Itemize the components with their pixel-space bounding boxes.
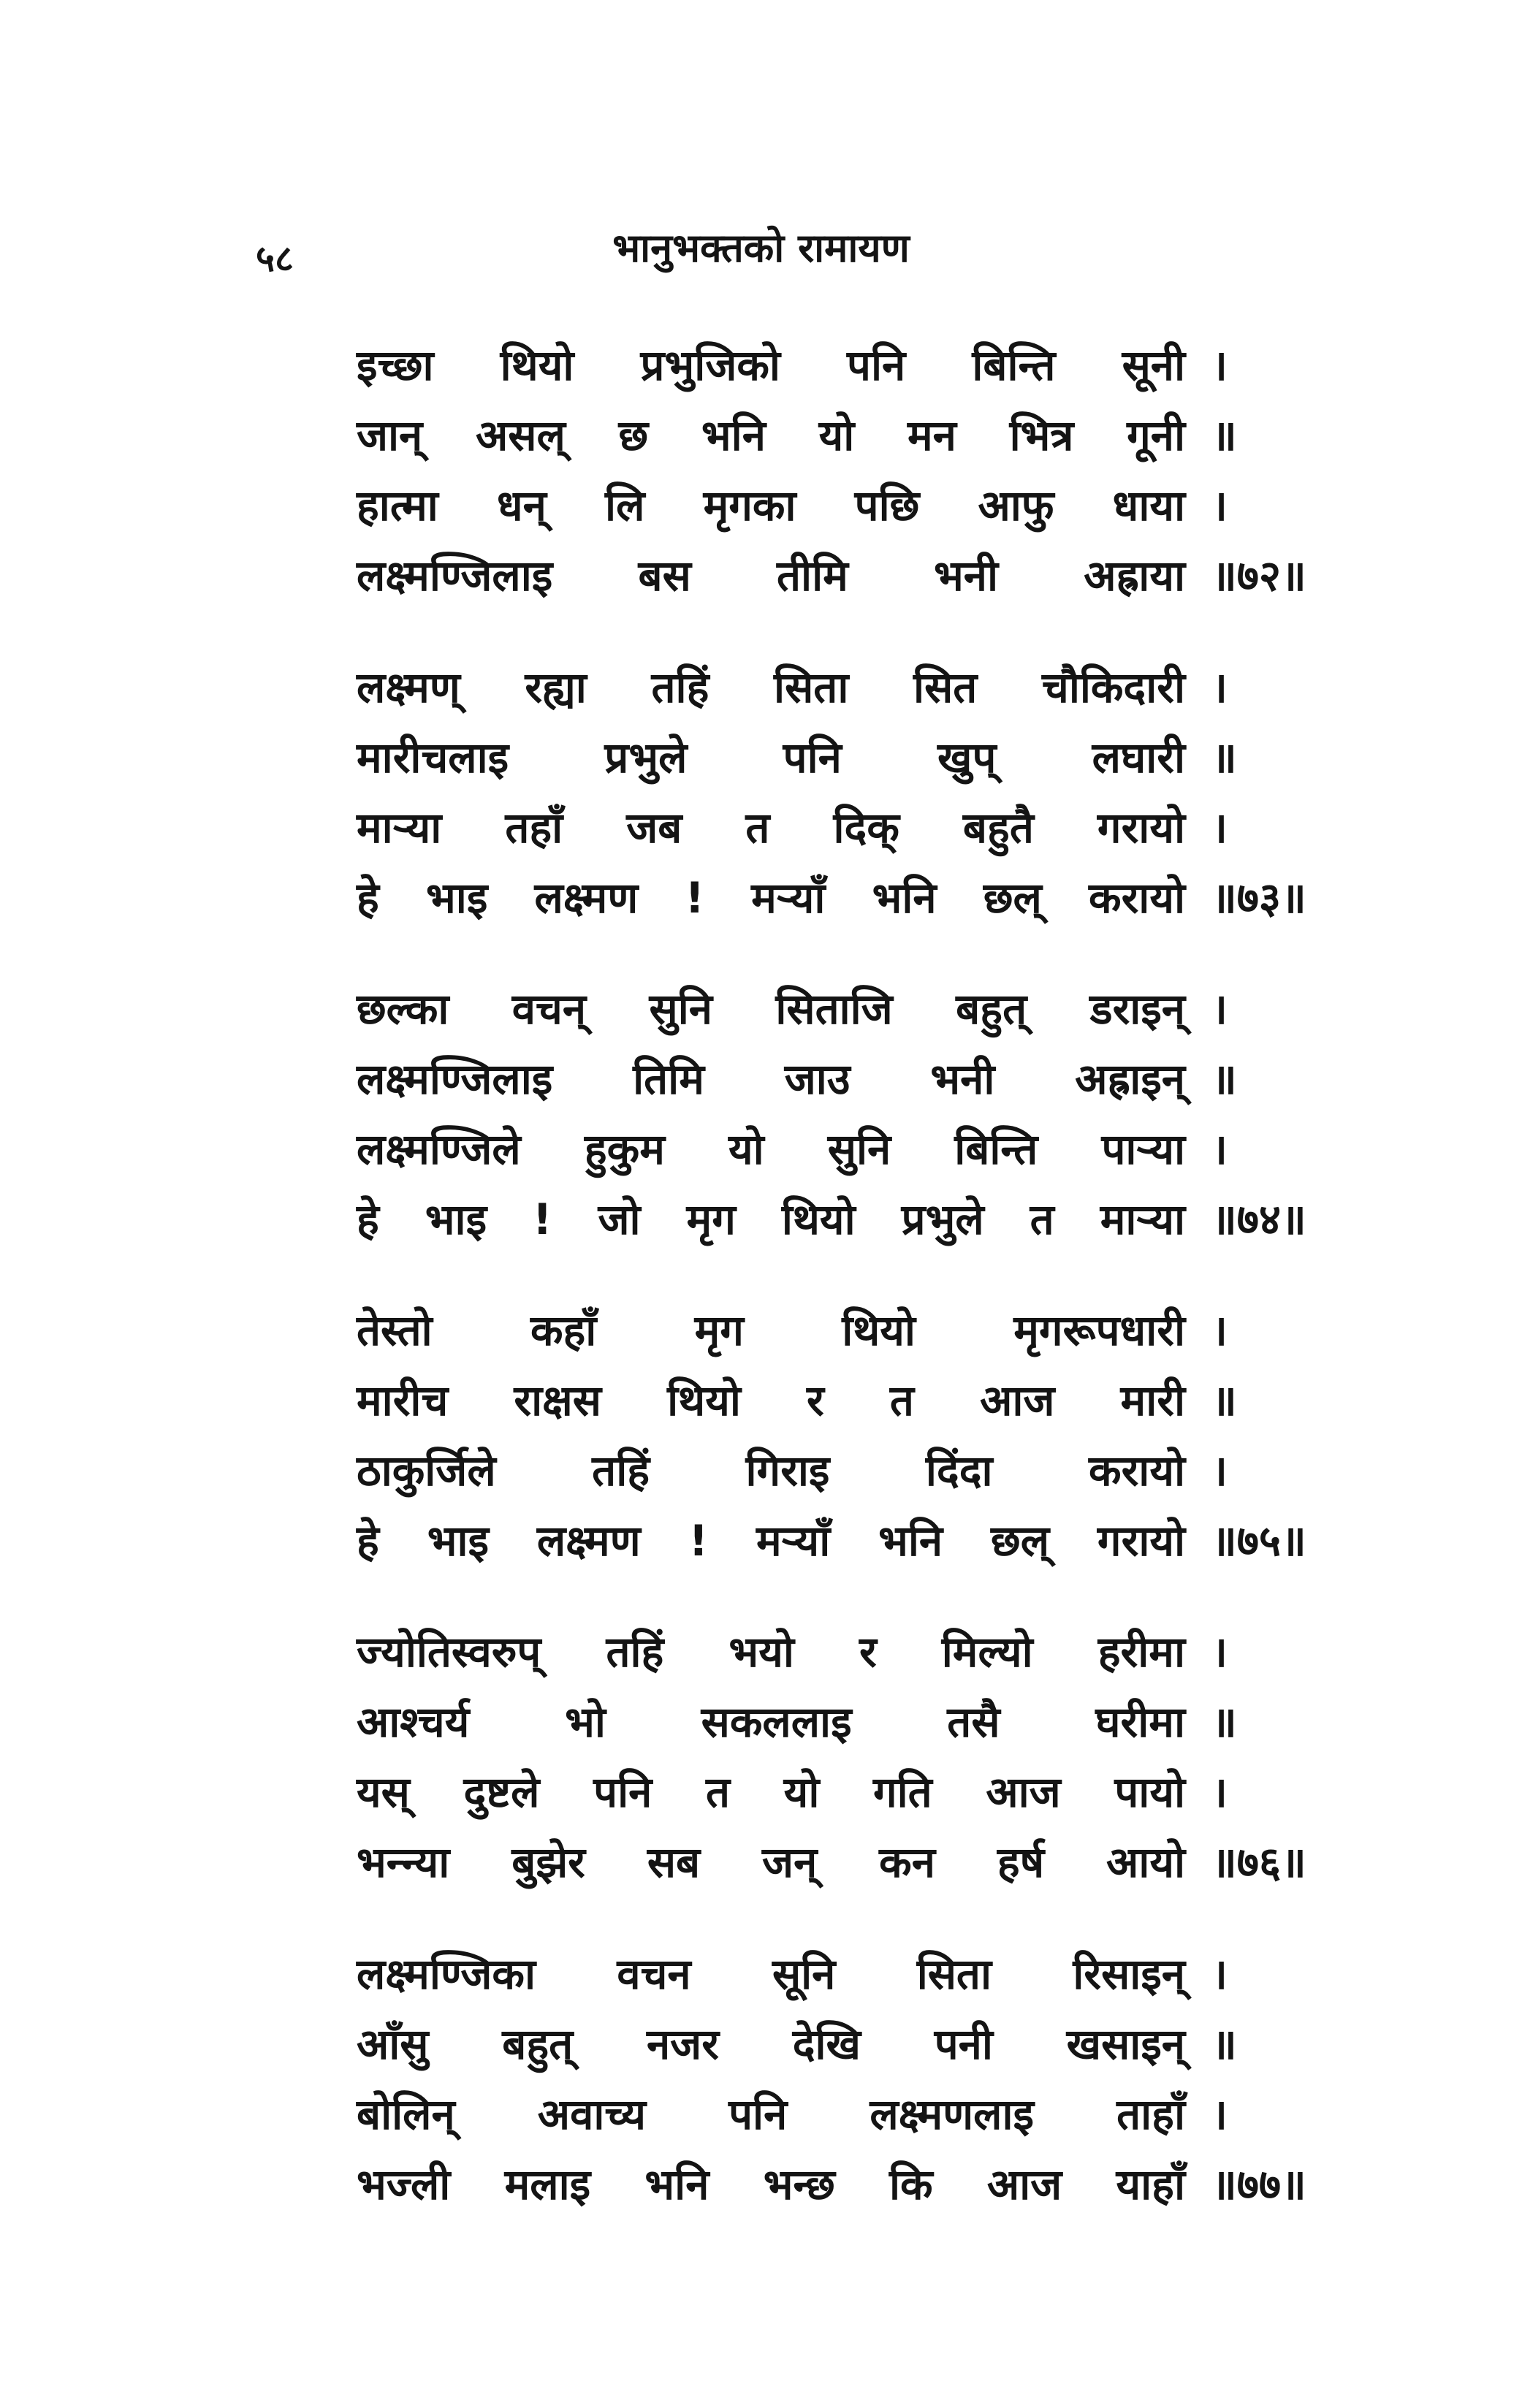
verse-line-end-mark: ।	[1211, 1124, 1228, 1174]
verse-line	[357, 1827, 1321, 1897]
verse-line-end-mark: ।	[1211, 1306, 1228, 1355]
verse-line	[357, 1044, 1321, 1114]
verse-line-end-mark: ।	[1211, 1949, 1228, 1999]
verse-line-text: भन्न्या बुझेर सब जन् कन हर्ष आयो	[357, 1837, 1185, 1887]
verse-line	[357, 1617, 1321, 1687]
verse-number: ॥७७॥	[1211, 2160, 1306, 2209]
verse-line-end-mark: ।	[1211, 663, 1228, 712]
verse-line-text: लक्ष्मण्जिका वचन सूनि सिता रिसाइन्	[357, 1949, 1185, 1999]
verse-76	[357, 1617, 1321, 1897]
verse-73	[357, 652, 1321, 933]
verse-line-text: हे भाइ लक्ष्मण ! मर्‍याँ भनि छल् गरायो	[357, 1516, 1185, 1566]
verse-line	[357, 652, 1321, 723]
verse-line-end-mark: ॥	[1211, 1376, 1237, 1425]
verse-line-end-mark: ।	[1211, 1767, 1228, 1817]
verse-line	[357, 541, 1321, 611]
verse-line	[357, 723, 1321, 793]
verse-line	[357, 1757, 1321, 1827]
running-head-title: भानुभक्तको रामायण	[612, 225, 910, 271]
verse-line-end-mark: ॥	[1211, 1697, 1237, 1747]
verse-line-end-mark: ।	[1211, 2089, 1228, 2139]
verse-line-text: मार्‍या तहाँ जब त दिक् बहुतै गरायो	[357, 803, 1185, 853]
verse-line-end-mark: ।	[1211, 803, 1228, 853]
verse-number: ॥७३॥	[1211, 873, 1306, 923]
verse-line	[357, 2079, 1321, 2149]
verse-line-text: आँसु बहुत् नजर देखि पनी खसाइन्	[357, 2019, 1185, 2069]
verse-number: ॥७५॥	[1211, 1516, 1306, 1566]
verse-line-end-mark: ॥	[1211, 1054, 1237, 1104]
verse-line-text: हे भाइ ! जो मृग थियो प्रभुले त मार्‍या	[357, 1195, 1185, 1244]
verse-line-text: भज्ली मलाइ भनि भन्छ कि आज याहाँ	[357, 2160, 1185, 2209]
verse-72	[357, 330, 1321, 611]
verse-line-end-mark: ॥	[1211, 2019, 1237, 2069]
verse-line	[357, 1184, 1321, 1254]
verse-line-text: यस् दुष्टले पनि त यो गति आज पायो	[357, 1767, 1185, 1817]
verse-line	[357, 863, 1321, 933]
verse-line-end-mark: ।	[1211, 340, 1228, 390]
verse-line-end-mark: ।	[1211, 984, 1228, 1034]
verse-line	[357, 974, 1321, 1044]
verse-line-text: छल्का वचन् सुनि सिताजि बहुत् डराइन्	[357, 984, 1185, 1034]
verse-line-text: लक्ष्मण्जिलाइ बस तीमि भनी अह्राया	[357, 551, 1185, 601]
verse-line	[357, 1939, 1321, 2009]
verse-line	[357, 1114, 1321, 1184]
verse-line	[357, 470, 1321, 541]
verse-number: ॥७६॥	[1211, 1837, 1306, 1887]
verse-line-text: ठाकुर्जिले तहिं गिराइ दिंदा करायो	[357, 1446, 1185, 1496]
verse-line-text: इच्छा थियो प्रभुजिको पनि बिन्ति सूनी	[357, 340, 1185, 390]
verse-line-end-mark: ।	[1211, 1627, 1228, 1677]
verse-line	[357, 1687, 1321, 1757]
verse-line	[357, 330, 1321, 400]
verse-line-text: लक्ष्मण्जिले हुकुम यो सुनि बिन्ति पार्‍या	[357, 1124, 1185, 1174]
verse-75	[357, 1295, 1321, 1576]
verse-line-text: लक्ष्मण्जिलाइ तिमि जाउ भनी अह्राइन्	[357, 1054, 1185, 1104]
verse-line	[357, 1436, 1321, 1506]
verse-line-text: तेस्तो कहाँ मृग थियो मृगरूपधारी	[357, 1306, 1185, 1355]
verse-line-end-mark: ॥	[1211, 733, 1237, 782]
verse-line-text: हे भाइ लक्ष्मण ! मर्‍याँ भनि छल् करायो	[357, 873, 1185, 923]
verse-line	[357, 2149, 1321, 2220]
verse-line	[357, 1506, 1321, 1576]
verse-number: ॥७४॥	[1211, 1195, 1306, 1244]
page-number: ५८	[256, 237, 294, 280]
verse-line-text: मारीचलाइ प्रभुले पनि खुप् लघारी	[357, 733, 1185, 782]
verse-line-end-mark: ।	[1211, 481, 1228, 530]
verse-line-text: आश्चर्य भो सकललाइ तसै घरीमा	[357, 1697, 1185, 1747]
verse-line-end-mark: ।	[1211, 1446, 1228, 1496]
verse-line-text: ज्योतिस्वरुप् तहिं भयो र मिल्यो हरीमा	[357, 1627, 1185, 1677]
verse-line-text: लक्ष्मण् रह्या तहिं सिता सित चौकिदारी	[357, 663, 1185, 712]
verse-line-text: हात्मा धन् लि मृगका पछि आफु धाया	[357, 481, 1185, 530]
verse-line-text: बोलिन् अवाच्य पनि लक्ष्मणलाइ ताहाँ	[357, 2089, 1185, 2139]
verse-line-text: मारीच राक्षस थियो र त आज मारी	[357, 1376, 1185, 1425]
verse-77	[357, 1939, 1321, 2220]
verse-line	[357, 400, 1321, 470]
verse-number: ॥७२॥	[1211, 551, 1306, 601]
verse-line	[357, 1295, 1321, 1365]
verse-line	[357, 793, 1321, 863]
verse-line	[357, 1365, 1321, 1436]
verse-line	[357, 2009, 1321, 2079]
verse-line-text: जान् असल् छ भनि यो मन भित्र गूनी	[357, 411, 1185, 460]
verse-74	[357, 974, 1321, 1254]
verse-line-end-mark: ॥	[1211, 411, 1237, 460]
